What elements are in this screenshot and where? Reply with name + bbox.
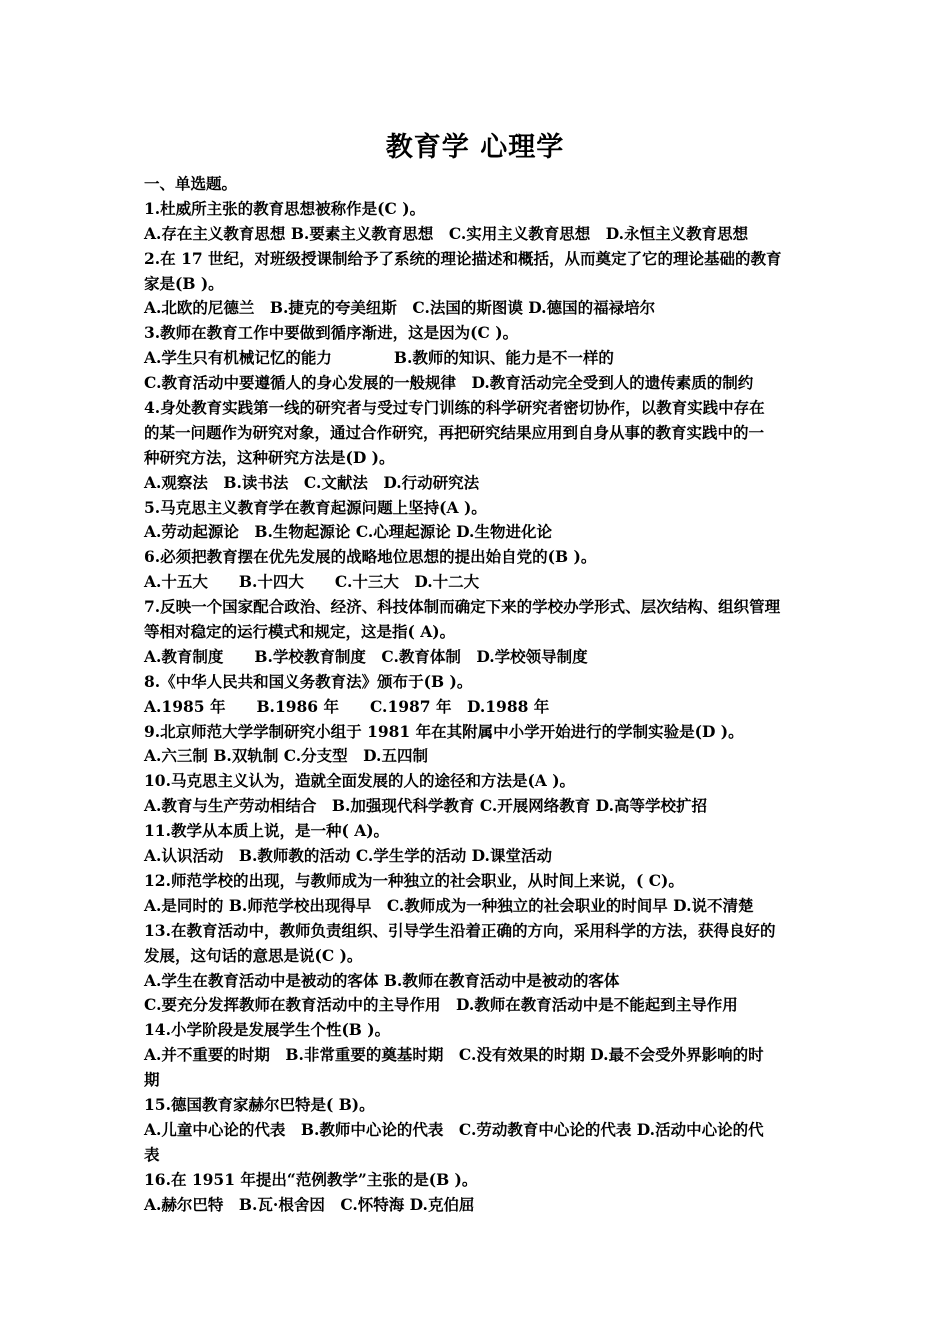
question-list bbox=[144, 172, 814, 1217]
answer-options-text: C.要充分发挥教师在教育活动中的主导作用 D.教师在教育活动中是不能起到主导作用 bbox=[144, 995, 738, 1015]
question-text: 16.在 1951 年提出“范例教学”主张的是(B )。 bbox=[144, 1169, 478, 1189]
answer-options-text: A.学生在教育活动中是被动的客体 B.教师在教育活动中是被动的客体 bbox=[144, 970, 620, 990]
answer-options-text: C.教育活动中要遵循人的身心发展的一般规律 D.教育活动完全受到人的遗传素质的制约 bbox=[144, 373, 754, 393]
question-text: 1.杜威所主张的教育思想被称作是(C )。 bbox=[144, 198, 426, 218]
document-title: 教育学 心理学 bbox=[385, 132, 565, 163]
answer-options-text: 期 bbox=[144, 1070, 160, 1090]
question-text: 14.小学阶段是发展学生个性(B )。 bbox=[144, 1020, 391, 1040]
answer-options-text: 种研究方法，这种研究方法是(D )。 bbox=[144, 447, 395, 467]
answer-options-text: A.北欧的尼德兰 B.捷克的夸美纽斯 C.法国的斯图谟 D.德国的福禄培尔 bbox=[144, 298, 656, 318]
answer-options-text: A.认识活动 B.教师教的活动 C.学生学的活动 D.课堂活动 bbox=[144, 846, 552, 866]
question-text: 12.师范学校的出现，与教师成为一种独立的社会职业，从时间上来说，( C)。 bbox=[144, 870, 684, 890]
answer-options-text: A.十五大 B.十四大 C.十三大 D.十二大 bbox=[144, 572, 480, 592]
section-heading: 一、单选题。 bbox=[144, 174, 238, 193]
answer-options-text: A.并不重要的时期 B.非常重要的奠基时期 C.没有效果的时期 D.最不会受外界影响的时 bbox=[144, 1045, 764, 1065]
answer-options-text: A.教育制度 B.学校教育制度 C.教育体制 D.学校领导制度 bbox=[144, 646, 588, 666]
answer-options-text: 家是(B )。 bbox=[144, 273, 224, 293]
answer-options-text: A.存在主义教育思想 B.要素主义教育思想 C.实用主义教育思想 D.永恒主义教育思想 bbox=[144, 223, 749, 243]
answer-options-text: A.学生只有机械记忆的能力 B.教师的知识、能力是不一样的 bbox=[144, 348, 614, 368]
question-text: 10.马克思主义认为，造就全面发展的人的途径和方法是(A )。 bbox=[144, 771, 576, 791]
answer-options-text: A.是同时的 B.师范学校出现得早 C.教师成为一种独立的社会职业的时间早 D.说不清楚 bbox=[144, 895, 754, 915]
question-text: 6.必须把教育摆在优先发展的战略地位思想的提出始自党的(B )。 bbox=[144, 547, 597, 567]
answer-options-text: 的某一问题作为研究对象，通过合作研究，再把研究结果应用到自身从事的教育实践中的一 bbox=[144, 422, 765, 442]
answer-options-text: A.劳动起源论 B.生物起源论 C.心理起源论 D.生物进化论 bbox=[144, 522, 552, 542]
question-text: 13.在教育活动中，教师负责组织、引导学生沿着正确的方向，采用科学的方法，获得良好的 bbox=[144, 920, 776, 940]
question-text: 4.身处教育实践第一线的研究者与受过专门训练的科学研究者密切协作，以教育实践中存在 bbox=[144, 398, 765, 418]
answer-options-text: 发展，这句话的意思是说(C )。 bbox=[144, 945, 363, 965]
answer-options-text: A.六三制 B.双轨制 C.分支型 D.五四制 bbox=[144, 746, 428, 766]
question-text: 5.马克思主义教育学在教育起源问题上坚持(A )。 bbox=[144, 497, 487, 517]
answer-options-text: A.观察法 B.读书法 C.文献法 D.行动研究法 bbox=[144, 472, 480, 492]
question-text: 8.《中华人民共和国义务教育法》颁布于(B )。 bbox=[144, 671, 473, 691]
answer-options-text: 等相对稳定的运行模式和规定，这是指( A)。 bbox=[144, 622, 456, 642]
answer-options-text: A.儿童中心论的代表 B.教师中心论的代表 C.劳动教育中心论的代表 D.活动中心论的代 bbox=[144, 1119, 764, 1139]
question-text: 3.教师在教育工作中要做到循序渐进，这是因为(C )。 bbox=[144, 323, 519, 343]
answer-options-text: A.赫尔巴特 B.瓦·根舍因 C.怀特海 D.克伯屈 bbox=[144, 1194, 475, 1214]
question-text: 11.教学从本质上说，是一种( A)。 bbox=[144, 821, 390, 841]
question-text: 15.德国教育家赫尔巴特是( B)。 bbox=[144, 1094, 375, 1114]
answer-options-text: 表 bbox=[144, 1144, 160, 1164]
question-text: 9.北京师范大学学制研究小组于 1981 年在其附属中小学开始进行的学制实验是(D )。 bbox=[144, 721, 744, 741]
answer-options-text: A.教育与生产劳动相结合 B.加强现代科学教育 C.开展网络教育 D.高等学校扩招 bbox=[144, 796, 707, 816]
question-text: 2.在 17 世纪，对班级授课制给予了系统的理论描述和概括，从而奠定了它的理论基础的教育 bbox=[144, 248, 782, 268]
question-text: 7.反映一个国家配合政治、经济、科技体制而确定下来的学校办学形式、层次结构、组织管理 bbox=[144, 597, 781, 617]
answer-options-text: A.1985 年 B.1986 年 C.1987 年 D.1988 年 bbox=[144, 696, 550, 716]
